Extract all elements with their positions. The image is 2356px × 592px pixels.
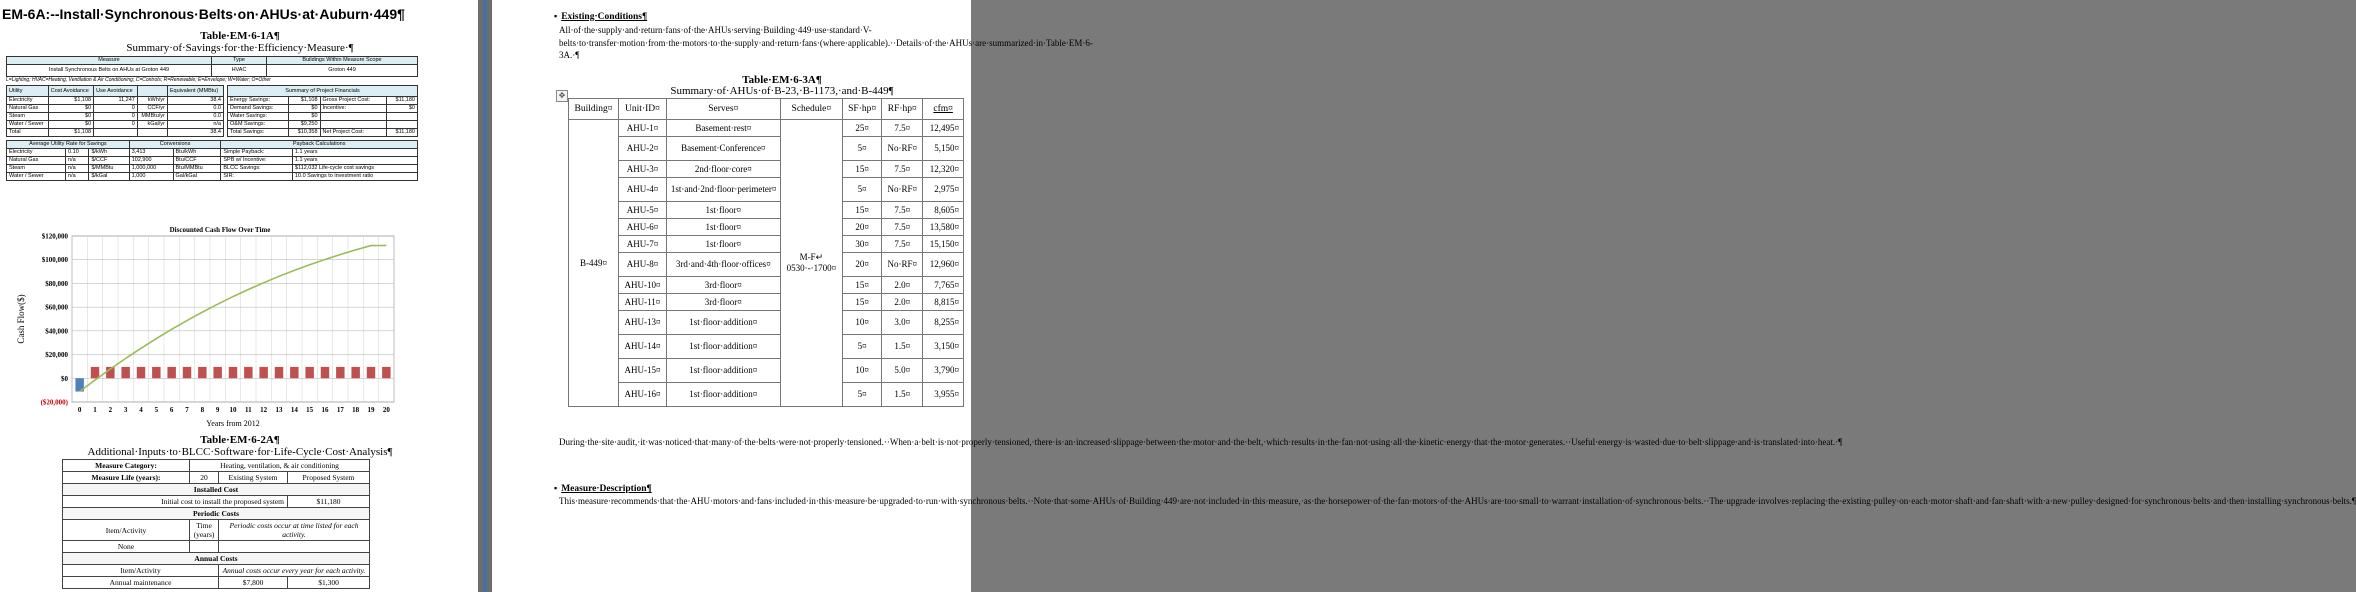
table3-subtitle: Summary·of·AHUs·of·B-23,·B-1173,·and·B-449¶ [670, 85, 894, 97]
annual-maint-existing: $7,800 [219, 577, 288, 589]
financial-cell [387, 113, 418, 121]
rate-cell: n/a [66, 165, 89, 173]
utility-cell: Steam [7, 113, 49, 121]
measure-description-heading: ▪ Measure·Description¶ [554, 483, 652, 494]
table1-caption: Table·EM·6-1A¶ [200, 30, 280, 42]
cash-flow-bar [229, 367, 237, 378]
x-tick-label: 10 [229, 406, 237, 414]
serves-cell: 1st·floor¤ [666, 236, 780, 253]
ahu-row [569, 253, 964, 277]
x-tick-label: 11 [245, 406, 252, 414]
col-serves: Serves¤ [666, 99, 780, 120]
rate-cell: Btu/CCF [173, 157, 221, 165]
unit-id-cell: AHU-16¤ [619, 383, 667, 407]
x-tick-label: 17 [336, 406, 344, 414]
utility-cell: CCF/yr [137, 105, 167, 113]
y-tick-label: $0 [61, 374, 68, 383]
ahu-row [569, 383, 964, 407]
measure-head: Measure [7, 57, 212, 65]
unit-id-cell: AHU-1¤ [619, 120, 667, 137]
util-head-4: Equivalent (MMBtu) [167, 86, 223, 97]
x-tick-label: 18 [352, 406, 360, 414]
rf-hp-cell: No·RF¤ [882, 178, 923, 202]
rf-hp-cell: 7.5¤ [882, 219, 923, 236]
cash-flow-bar [137, 367, 145, 378]
life-label: Measure Life (years): [63, 472, 190, 484]
ahu-row [569, 277, 964, 294]
x-tick-label: 8 [200, 406, 205, 414]
installed-cost-value: $11,180 [288, 496, 370, 508]
util-head-3 [137, 86, 167, 97]
rate-cell: 1.1 years [292, 157, 417, 165]
y-axis-label: Cash Flow($) [16, 294, 26, 344]
cash-flow-chart [10, 232, 406, 432]
col-sf-hp: SF·hp¤ [842, 99, 881, 120]
sf-hp-cell: 15¤ [842, 202, 881, 219]
util-head-0: Utility [7, 86, 49, 97]
financial-cell [387, 121, 418, 129]
rf-hp-cell: No·RF¤ [882, 137, 923, 161]
cash-flow-bar [290, 367, 298, 378]
financial-cell: Incentive: [320, 105, 387, 113]
serves-cell: 3rd·floor¤ [666, 277, 780, 294]
page-gap [478, 0, 492, 592]
x-tick-label: 3 [123, 406, 128, 414]
financial-cell: Total Savings: [228, 129, 289, 137]
chart-title: Discounted Cash Flow Over Time [169, 226, 271, 234]
financial-cell [320, 113, 387, 121]
y-tick-label: $40,000 [45, 327, 68, 336]
rate-cell: n/a [66, 173, 89, 181]
utility-row [7, 113, 224, 121]
cash-flow-bar [91, 367, 99, 378]
utility-cell: Electricity [7, 97, 49, 105]
ahu-row [569, 137, 964, 161]
existing-conditions-text: All·of·the·supply·and·return·fans·of·the·AHUs·serving·Building·449·use·standard·V-belts·to·transfer·motion·from·the·motors·to·the·supply·and·return·fans·(where·applicable).··Details·of·the·AHUs·are·summarized·in·Table·EM·6-3A.·¶ [559, 25, 1093, 60]
unit-id-cell: AHU-8¤ [619, 253, 667, 277]
cfm-cell: 12,320¤ [923, 161, 964, 178]
legend-note: L=Lighting; HVAC=Heating, Ventilation & Air Conditioning; C=Controls; R=Renewable; E=Envelope; W=Water; O=Other [6, 77, 271, 83]
periodic-none: None [63, 541, 190, 553]
rate-cell: $/kGal [89, 173, 129, 181]
y-tick-label: $20,000 [45, 351, 68, 360]
serves-cell: 1st·floor¤ [666, 219, 780, 236]
sf-hp-cell: 15¤ [842, 161, 881, 178]
cfm-cell: 5,150¤ [923, 137, 964, 161]
rf-hp-cell: 7.5¤ [882, 120, 923, 137]
periodic-cost-head: Periodic Costs [63, 508, 370, 520]
periodic-item-head: Item/Activity [63, 520, 190, 541]
rates-table [6, 140, 418, 181]
life-value: 20 [190, 472, 219, 484]
table-move-handle-icon[interactable]: ✥ [556, 90, 568, 102]
rate-cell: Steam [7, 165, 66, 173]
annual-note: Annual costs occur every year for each activity. [219, 565, 370, 577]
sf-hp-cell: 15¤ [842, 277, 881, 294]
utility-row [7, 105, 224, 113]
building-cell: B-449¤ [569, 120, 619, 407]
proposed-system-head: Proposed System [288, 472, 370, 484]
rate-cell: Gal/kGal [173, 173, 221, 181]
financial-row [228, 97, 418, 105]
financial-cell: $0 [387, 105, 418, 113]
rf-hp-cell: No·RF¤ [882, 253, 923, 277]
rate-cell: 102,900 [129, 157, 173, 165]
x-tick-label: 14 [290, 406, 298, 414]
utility-row [7, 129, 224, 137]
utility-cell: Natural Gas [7, 105, 49, 113]
sf-hp-cell: 20¤ [842, 219, 881, 236]
cash-flow-bar [305, 367, 313, 378]
cash-flow-bar [367, 367, 375, 378]
utility-cell: $1,108 [48, 97, 93, 105]
rate-head-1: Conversions [129, 141, 221, 149]
rate-cell: Btu/kWh [173, 149, 221, 157]
cfm-cell: 15,150¤ [923, 236, 964, 253]
rate-row [7, 165, 418, 173]
schedule-days: M-F↵ [799, 252, 824, 262]
unit-id-cell: AHU-13¤ [619, 311, 667, 335]
cash-flow-bar [321, 367, 329, 378]
sf-hp-cell: 10¤ [842, 359, 881, 383]
financial-cell: O&M Savings: [228, 121, 289, 129]
fin-head: Summary of Project Financials [228, 86, 418, 97]
cfm-cell: 2,975¤ [923, 178, 964, 202]
utility-cell: kWh/yr [137, 97, 167, 105]
unit-id-cell: AHU-15¤ [619, 359, 667, 383]
utility-cell: 0.0 [167, 113, 223, 121]
serves-cell: 1st·floor¤ [666, 202, 780, 219]
rate-cell: SIR: [221, 173, 293, 181]
table3-caption: Table·EM·6-3A¶ [742, 74, 822, 86]
rate-cell: $112,032 Life-cycle cost savings [292, 165, 417, 173]
rate-row [7, 173, 418, 181]
utility-cell: $0 [48, 113, 93, 121]
sf-hp-cell: 25¤ [842, 120, 881, 137]
x-tick-label: 2 [108, 406, 113, 414]
sf-hp-cell: 5¤ [842, 383, 881, 407]
utility-cell: kGal/yr [137, 121, 167, 129]
cash-flow-bar [244, 367, 252, 378]
cash-flow-bar [259, 367, 267, 378]
unit-id-cell: AHU-4¤ [619, 178, 667, 202]
rf-hp-cell: 2.0¤ [882, 294, 923, 311]
unit-id-cell: AHU-7¤ [619, 236, 667, 253]
rate-cell: 1,000 [129, 173, 173, 181]
utility-cell: $1,108 [48, 129, 93, 137]
cfm-cell: 8,815¤ [923, 294, 964, 311]
x-tick-label: 19 [367, 406, 375, 414]
site-audit-text: During·the·site·audit,·it·was·noticed·that·many·of·the·belts·were·not·properly·tensioned.··When·a·belt·is·not·properly·tensioned,·there·is·an·increased·slippage·between·the·motor·and·the·belt,·which·results·in·the·fan·not·using·all·the·kinetic·energy·that·the·motor·generates.··Useful·energy·is·wasted·due·to·belt·slippage·and·is·translated·into·heat.·¶ [559, 437, 1843, 447]
unit-id-cell: AHU-6¤ [619, 219, 667, 236]
y-tick-label: $100,000 [41, 256, 68, 265]
rate-cell: 0.10 [66, 149, 89, 157]
utility-table [6, 85, 224, 137]
financial-cell: $0 [289, 105, 320, 113]
rate-cell: 1,000,000 [129, 165, 173, 173]
financial-cell: $10,358 [289, 129, 320, 137]
serves-cell: 1st·floor·addition¤ [666, 311, 780, 335]
cash-flow-bar [213, 367, 221, 378]
annual-cost-head: Annual Costs [63, 553, 370, 565]
rate-row [7, 149, 418, 157]
sf-hp-cell: 30¤ [842, 236, 881, 253]
cash-flow-bar [167, 367, 175, 378]
y-tick-label: $120,000 [41, 232, 68, 241]
financial-cell: $1,108 [289, 97, 320, 105]
financial-row [228, 113, 418, 121]
cfm-cell: 13,580¤ [923, 219, 964, 236]
rate-cell: BLCC Savings: [221, 165, 293, 173]
serves-cell: 2nd·floor·core¤ [666, 161, 780, 178]
financial-cell: Gross Project Cost: [320, 97, 387, 105]
schedule-hours: 0530·-·1700¤ [786, 263, 837, 273]
financial-row [228, 121, 418, 129]
periodic-note: Periodic costs occur at time listed for each activity. [219, 520, 370, 541]
cash-flow-bar [152, 367, 160, 378]
ahu-row [569, 294, 964, 311]
x-tick-label: 1 [93, 406, 97, 414]
financial-cell: $9,250 [289, 121, 320, 129]
periodic-time-head: Time (years) [190, 520, 219, 541]
rate-head-2: Payback Calculations [221, 141, 418, 149]
unit-id-cell: AHU-2¤ [619, 137, 667, 161]
utility-cell: Total [7, 129, 49, 137]
cfm-cell: 12,960¤ [923, 253, 964, 277]
left-page [0, 0, 478, 592]
existing-conditions-heading: ▪ Existing·Conditions¶ [554, 11, 648, 22]
cfm-cell: 7,765¤ [923, 277, 964, 294]
serves-cell: Basement·rest¤ [666, 120, 780, 137]
cash-flow-bar [183, 367, 191, 378]
category-value: Heating, ventilation, & air conditioning [190, 460, 370, 472]
financial-row [228, 129, 418, 137]
utility-cell: 38.4 [167, 129, 223, 137]
measure-heading: EM-6A:--Install·Synchronous·Belts·on·AHUs·at·Auburn·449¶ [2, 6, 405, 22]
col-schedule: Schedule¤ [780, 99, 842, 120]
rate-row [7, 157, 418, 165]
utility-cell: 0 [94, 121, 138, 129]
cash-flow-bar [121, 367, 129, 378]
rate-cell: $/CCF [89, 157, 129, 165]
rf-hp-cell: 1.5¤ [882, 335, 923, 359]
y-tick-label: $60,000 [45, 303, 68, 312]
sf-hp-cell: 5¤ [842, 335, 881, 359]
rate-cell: 3,413 [129, 149, 173, 157]
measure-table [6, 56, 418, 77]
financial-row [228, 105, 418, 113]
cash-flow-bar [351, 367, 359, 378]
cfm-cell: 12,495¤ [923, 120, 964, 137]
col-cfm: cfm¤ [923, 99, 964, 120]
table2-caption: Table·EM·6-2A¶ [200, 434, 280, 446]
financial-cell: $0 [289, 113, 320, 121]
utility-cell: MMBtu/yr [137, 113, 167, 121]
unit-id-cell: AHU-3¤ [619, 161, 667, 178]
category-label: Measure Category: [63, 460, 190, 472]
rate-cell: $/MMBtu [89, 165, 129, 173]
measure-cell: Install Synchronous Belts on AHUs at Groton 449 [7, 65, 212, 77]
unit-id-cell: AHU-10¤ [619, 277, 667, 294]
rate-cell: SPB w/ Incentive: [221, 157, 293, 165]
cash-flow-svg [10, 232, 406, 432]
ahu-row [569, 120, 964, 137]
blcc-inputs-table [62, 459, 370, 589]
financial-cell: Water Savings: [228, 113, 289, 121]
x-tick-label: 15 [306, 406, 314, 414]
ahu-row [569, 236, 964, 253]
rate-cell: n/a [66, 157, 89, 165]
financials-table [227, 85, 418, 137]
utility-cell: $0 [48, 121, 93, 129]
serves-cell: 3rd·floor¤ [666, 294, 780, 311]
existing-system-head: Existing System [219, 472, 288, 484]
utility-cell: 11,247 [94, 97, 138, 105]
sf-hp-cell: 15¤ [842, 294, 881, 311]
rate-cell: $/kWh [89, 149, 129, 157]
utility-cell: 0 [94, 105, 138, 113]
sf-hp-cell: 20¤ [842, 253, 881, 277]
serves-cell: 1st·floor·addition¤ [666, 383, 780, 407]
rf-hp-cell: 5.0¤ [882, 359, 923, 383]
utility-cell [137, 129, 167, 137]
y-tick-label: ($20,000) [40, 398, 68, 407]
util-head-2: Use Avoidance [94, 86, 138, 97]
cash-flow-bar [382, 367, 390, 378]
measure-description-text: This·measure·recommends·that·the·AHU·motors·and·fans·included·in·this·measure·be·upgraded·to·run·with·synchronous·belts.··Note·that·some·AHUs·of·Building·449·are·not·included·in·this·measure,·as·the·horsepower·of·the·fan·motors·of·the·AHUs·are·too·small·to·warrant·installation·of·synchronous·belts.··The·upgrade·involves·replacing·the·existing·pulley·on·each·motor·shaft·and·fan·shaft·with·a·new·pulley·designed·for·synchronous·belts·and·then·installing·synchronous·belts.¶ [559, 496, 2356, 506]
ahu-row [569, 202, 964, 219]
ahu-row [569, 311, 964, 335]
col-building: Building¤ [569, 99, 619, 120]
cash-flow-bar [198, 367, 206, 378]
utility-cell [94, 129, 138, 137]
x-tick-label: 0 [77, 406, 82, 414]
unit-id-cell: AHU-11¤ [619, 294, 667, 311]
utility-cell: 0.0 [167, 105, 223, 113]
ahu-row [569, 335, 964, 359]
cfm-cell: 8,255¤ [923, 311, 964, 335]
utility-cell: Water / Sewer [7, 121, 49, 129]
annual-item-head: Item/Activity [63, 565, 219, 577]
cash-flow-bar [275, 367, 283, 378]
col-rf-hp: RF·hp¤ [882, 99, 923, 120]
sf-hp-cell: 5¤ [842, 178, 881, 202]
utility-row [7, 121, 224, 129]
financial-cell: Demand Savings: [228, 105, 289, 113]
annual-maint-proposed: $1,300 [288, 577, 370, 589]
serves-cell: 1st·floor·addition¤ [666, 359, 780, 383]
serves-cell: 1st·and·2nd·floor·perimeter¤ [666, 178, 780, 202]
unit-id-cell: AHU-14¤ [619, 335, 667, 359]
x-tick-label: 5 [154, 406, 159, 414]
rf-hp-cell: 7.5¤ [882, 236, 923, 253]
cfm-cell: 3,150¤ [923, 335, 964, 359]
cash-flow-bar [336, 367, 344, 378]
scope-cell: Groton 449 [267, 65, 418, 77]
ahu-row [569, 219, 964, 236]
rf-hp-cell: 3.0¤ [882, 311, 923, 335]
schedule-cell [780, 120, 842, 407]
savings-summary-table [6, 56, 418, 181]
rate-cell: Btu/MMBtu [173, 165, 221, 173]
rf-hp-cell: 1.5¤ [882, 383, 923, 407]
ahu-row [569, 178, 964, 202]
cfm-cell: 3,790¤ [923, 359, 964, 383]
ahu-summary-table [568, 98, 964, 407]
cfm-cell: 8,605¤ [923, 202, 964, 219]
rf-hp-cell: 2.0¤ [882, 277, 923, 294]
x-axis-label: Years from 2012 [206, 419, 260, 428]
x-tick-label: 13 [275, 406, 283, 414]
sf-hp-cell: 10¤ [842, 311, 881, 335]
right-page [492, 0, 2356, 592]
serves-cell: 3rd·and·4th·floor·offices¤ [666, 253, 780, 277]
rf-hp-cell: 7.5¤ [882, 202, 923, 219]
financial-cell: $11,180 [387, 97, 418, 105]
rate-cell: Electricity [7, 149, 66, 157]
rate-cell: Natural Gas [7, 157, 66, 165]
type-cell: HVAC [212, 65, 267, 77]
rate-cell: Water / Sewer [7, 173, 66, 181]
scope-head: Buildings Within Measure Scope [267, 57, 418, 65]
table2-subtitle: Additional·Inputs·to·BLCC·Software·for·Life-Cycle·Cost·Analysis¶ [87, 446, 393, 458]
utility-row [7, 97, 224, 105]
rate-cell: 1.1 years [292, 149, 417, 157]
sf-hp-cell: 5¤ [842, 137, 881, 161]
rf-hp-cell: 7.5¤ [882, 161, 923, 178]
rate-cell: 10.0 Savings to investment ratio [292, 173, 417, 181]
type-head: Type [212, 57, 267, 65]
financial-cell: $11,180 [387, 129, 418, 137]
installed-cost-label: Initial cost to install the proposed system [63, 496, 288, 508]
serves-cell: 1st·floor·addition¤ [666, 335, 780, 359]
annual-maint-label: Annual maintenance [63, 577, 219, 589]
ahu-row [569, 161, 964, 178]
x-tick-label: 6 [169, 406, 174, 414]
table1-subtitle: Summary·of·Savings·for·the·Efficiency·Measure·¶ [126, 42, 354, 54]
financial-cell [320, 121, 387, 129]
x-tick-label: 16 [321, 406, 329, 414]
util-head-1: Cost Avoidance [48, 86, 93, 97]
financial-cell: Net Project Cost: [320, 129, 387, 137]
serves-cell: Basement·Conference¤ [666, 137, 780, 161]
rate-cell: Simple Payback: [221, 149, 293, 157]
col-unit: Unit·ID¤ [619, 99, 667, 120]
unit-id-cell: AHU-5¤ [619, 202, 667, 219]
rate-head-0: Average Utility Rate for Savings [7, 141, 130, 149]
installed-cost-head: Installed Cost [63, 484, 370, 496]
utility-cell: $0 [48, 105, 93, 113]
x-tick-label: 7 [185, 406, 189, 414]
x-tick-label: 4 [139, 406, 143, 414]
utility-cell: 38.4 [167, 97, 223, 105]
y-tick-label: $80,000 [45, 279, 68, 288]
x-tick-label: 9 [215, 406, 220, 414]
utility-cell: 0 [94, 113, 138, 121]
financial-cell: Energy Savings: [228, 97, 289, 105]
ahu-row [569, 359, 964, 383]
x-tick-label: 12 [260, 406, 268, 414]
x-tick-label: 20 [382, 406, 390, 414]
cfm-cell: 3,955¤ [923, 383, 964, 407]
utility-cell: n/a [167, 121, 223, 129]
